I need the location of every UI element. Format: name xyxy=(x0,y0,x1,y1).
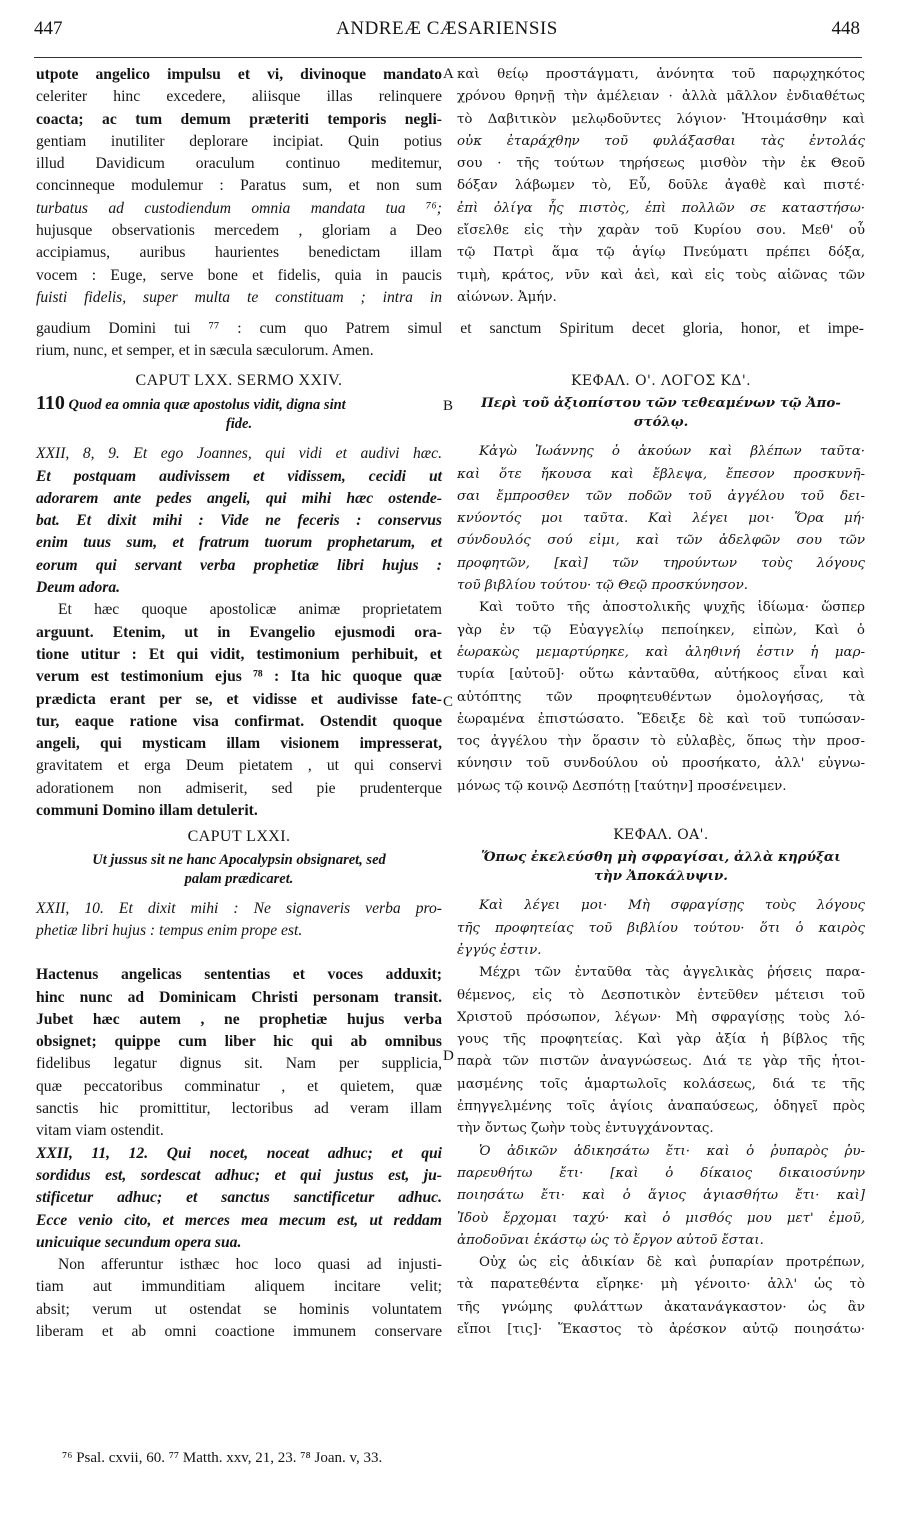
greek-line: Καὶ τοῦτο τῆς ἀποστολικῆς ψυχῆς ἰδίωμα· ὥσπερ xyxy=(479,600,865,616)
greek-line: καὶ ὅτε ἤκουσα καὶ ἔβλεψα, ἔπεσον προσκυνῆ- xyxy=(457,466,865,482)
greek-line: προφητῶν, [καὶ] τῶν τηρούντων τοὺς λόγους xyxy=(457,555,865,571)
margin-marker-d: D xyxy=(443,1048,454,1064)
latin-line: concinneque modulemur : Paratus sum, et non sum xyxy=(36,177,442,195)
greek-line: παρὰ τῶν πιστῶν ἀναγνώσεως. Διά τε γὰρ τῆς ἡτοι- xyxy=(457,1054,865,1070)
greek-line: τῆς προφητείας τοῦ βιβλίου τούτου· ὅτι ὁ καιρὸς xyxy=(457,920,865,936)
greek-line: τυρία [αὐτοῦ]· οὕτω κἀνταῦθα, αὐτήκοος εἶναι καὶ xyxy=(457,667,865,683)
chapter-71-greek-title: ΚΕΦΑΛ. ΟΑ'. xyxy=(613,827,709,844)
latin-line: obsignet; quippe cum liber hic qui ab omnibus xyxy=(36,1033,442,1051)
subtitle-line: fide. xyxy=(225,416,253,433)
latin-line: Jubet hæc autem , ne prophetiæ hujus verba xyxy=(36,1010,442,1028)
latin-line: communi Domino illam detulerit. xyxy=(36,802,258,820)
latin-line: arguunt. Etenim, ut in Evangelio ejusmodi ora- xyxy=(36,623,442,641)
latin-line: accipiamus, auribus haurientes benedictam illam xyxy=(36,244,442,262)
latin-line: verum est testimonium ejus ⁷⁸ : Ita hic quoque quæ xyxy=(36,668,442,686)
greek-line: τὴν ὄντως ζωὴν τοὺς ἐντυγχάνοντας. xyxy=(457,1121,714,1137)
greek-line: τος ἀγγέλου τὴν ὅρασιν τὸ εὐλαβὲς, ὅπως τὴν προσ- xyxy=(457,734,865,750)
margin-marker-a: A xyxy=(443,66,454,82)
greek-line: τὰ παρατεθέντα εἴρηκε· μὴ γένοιτο· ἀλλ' ὡς τὸ xyxy=(457,1277,865,1293)
chapter-71-latin-subtitle: Ut jussus sit ne hanc Apocalypsin obsignaret, sed xyxy=(92,851,386,868)
greek-line: μόνως τῷ κοινῷ Δεσπότῃ [ταύτην] προσένειμεν. xyxy=(457,778,787,794)
page-number-right: 448 xyxy=(831,18,860,39)
greek-line: αἰώνων. Ἀμήν. xyxy=(457,289,557,305)
chapter-70-latin-title: CAPUT LXX. SERMO XXIV. xyxy=(135,372,343,389)
greek-line: γους τῆς προφητείας. Καὶ γὰρ ἀξία ἡ βίβλος τῆς xyxy=(457,1032,865,1048)
latin-line: eorum qui servant verba prophetiæ libri hujus : xyxy=(36,556,442,574)
greek-line: εἴσελθε εἰς τὴν χαρὰν τοῦ Κυρίου σου. Μεθ' οὗ xyxy=(457,223,865,239)
latin-line: hujusque observationis mercedem , gloriam a Deo xyxy=(36,222,442,240)
greek-column-lower xyxy=(457,366,865,1341)
greek-column-top xyxy=(457,64,865,309)
greek-line: τῆς γνώμης φυλάττων ἀκατανάγκαστον· ὡς ἂν xyxy=(457,1299,865,1315)
latin-line: Non afferuntur isthæc hoc loco quasi ad injusti- xyxy=(58,1256,442,1274)
latin-line: enim tuus sum, et fratrum tuorum prophetarum, et xyxy=(36,534,442,552)
greek-line: σύνδουλός σού εἰμι, καὶ τῶν ἀδελφῶν σου τῶν xyxy=(457,533,865,549)
greek-line: Ὁ ἀδικῶν ἀδικησάτω ἔτι· καὶ ὁ ῥυπαρὸς ῥυ- xyxy=(479,1143,865,1159)
chapter-70-greek-subtitle: Περὶ τοῦ ἀξιοπίστου τῶν τεθεαμένων τῷ Ἀπο- xyxy=(481,395,841,412)
greek-line: Μέχρι τῶν ἐνταῦθα τὰς ἀγγελικὰς ῥήσεις παρα- xyxy=(479,965,865,981)
latin-line: bat. Et dixit mihi : Vide ne feceris : conservus xyxy=(36,512,442,530)
latin-line: Deum adora. xyxy=(36,579,121,597)
latin-line: tiam aut immunditiam aliquem incitare velit; xyxy=(36,1278,442,1296)
full-width-line: gaudium Domini tui ⁷⁷ : cum quo Patrem simul et sanctum Spiritum decet gloria, honor, et impe- xyxy=(36,320,864,337)
greek-line: ἐπηγγελμένης τοῖς ἁγίοις ἀναπαύσεως, ὁδηγεῖ πρὸς xyxy=(457,1099,865,1115)
latin-line: tur, eaque ratione visa confirmat. Ostendit quoque xyxy=(36,712,442,730)
latin-line: tione utitur : Et qui vidit, testimonium perhibuit, et xyxy=(36,645,442,663)
latin-line: sordidus est, sordescat adhuc; et qui justus est, ju- xyxy=(36,1166,442,1184)
subtitle-line: τὴν Ἀποκάλυψιν. xyxy=(594,868,728,885)
greek-line: Οὐχ ὡς εἰς ἀδικίαν δὲ καὶ ῥυπαρίαν προτρέπων, xyxy=(479,1255,865,1271)
greek-line: κύνησιν τοῦ συνδούλου οὐ προσήκατο, ἀλλ' εὐγνω- xyxy=(457,756,865,772)
latin-column-top xyxy=(36,64,442,309)
latin-line: turbatus ad custodiendum omnia mandata tua ⁷⁶; xyxy=(36,199,442,217)
greek-line: αὐτόπτης τῶν προφητευθέντων ὁμολογήσας, τὰ xyxy=(457,689,865,705)
greek-line: εἴποι [τις]· Ἕκαστος τὸ ἀρέσκον αὐτῷ ποιησάτω· xyxy=(457,1321,865,1337)
subtitle-line: στόλῳ. xyxy=(633,414,689,431)
greek-line: Ἰδοὺ ἔρχομαι ταχύ· καὶ ὁ μισθός μου μετ' ἐμοῦ, xyxy=(457,1210,865,1226)
latin-line: Ecce venio cito, et merces mea mecum est, ut reddam xyxy=(36,1211,442,1229)
greek-line: γὰρ ἐν τῷ Εὐαγγελίῳ πεποίηκεν, εἰπὼν, Καὶ ὁ xyxy=(457,622,865,638)
latin-line: Hactenus angelicas sententias et voces adduxit; xyxy=(36,966,442,984)
greek-line: Κἀγὼ Ἰωάννης ὁ ἀκούων καὶ βλέπων ταῦτα· xyxy=(479,444,865,460)
running-title: ANDREÆ CÆSARIENSIS xyxy=(336,18,558,39)
running-header xyxy=(34,18,860,52)
latin-line: gravitatem et erga Deum pietatem , ut qui conservi xyxy=(36,757,442,775)
latin-line: sanctis hic promittitur, lectoribus ad veram illam xyxy=(36,1100,442,1118)
greek-line: Καὶ λέγει μοι· Μὴ σφραγίσῃς τοὺς λόγους xyxy=(479,898,865,914)
latin-line: unicuique secundum opera sua. xyxy=(36,1233,242,1251)
chapter-71-latin-title: CAPUT LXXI. xyxy=(187,828,291,846)
latin-line: stificetur adhuc; et sanctus sanctificetur adhuc. xyxy=(36,1189,442,1207)
greek-line: σου · τῆς τούτων τηρήσεως μισθὸν τὴν ἐκ Θεοῦ xyxy=(457,156,865,172)
latin-line: phetiæ libri hujus : tempus enim prope est. xyxy=(36,921,303,939)
chapter-71-greek-subtitle: Ὅπως ἐκελεύσθη μὴ σφραγίσαι, ἀλλὰ κηρύξαι xyxy=(481,849,841,866)
page-number-left: 447 xyxy=(34,18,63,39)
latin-line: coacta; ac tum demum præteriti temporis negli- xyxy=(36,110,442,128)
latin-line: gentiam inutiliter deplorare incipiat. Quin potius xyxy=(36,132,442,150)
greek-line: ἀποδοῦναι ἑκάστῳ ὡς τὸ ἔργον αὐτοῦ ἔσται. xyxy=(457,1232,764,1248)
section-number: 110 xyxy=(36,392,65,415)
greek-line: χρόνου θρηνῇ τὴν ἀμέλειαν · ἀλλὰ μᾶλλον ἐνδιαθέτως xyxy=(457,89,865,105)
greek-line: τῷ Πατρὶ ἅμα τῷ ἁγίῳ Πνεύματι πρέπει δόξα, xyxy=(457,245,865,261)
greek-line: ἑωρακὼς μεμαρτύρηκε, καὶ ἀληθινή ἐστιν ἡ μαρ- xyxy=(457,644,865,660)
latin-line: adorarem ante pedes angeli, qui mihi hæc ostende- xyxy=(36,489,442,507)
latin-line: fidelibus legatur dignus sit. Nam per supplicia, xyxy=(36,1055,442,1073)
latin-line: angeli, qui mysticam illam visionem impresserat, xyxy=(36,735,442,753)
latin-column-lower xyxy=(36,366,442,1343)
margin-marker-c: C xyxy=(443,694,454,710)
subtitle-line: palam prædicaret. xyxy=(184,870,294,887)
full-width-text xyxy=(36,318,864,363)
full-width-line: rium, nunc, et semper, et in sæcula sæculorum. Amen. xyxy=(36,342,374,360)
margin-marker-b: B xyxy=(443,398,454,414)
greek-line: δόξαν λάβωμεν τὸ, Εὖ, δοῦλε ἀγαθὲ καὶ πιστέ· xyxy=(457,178,865,194)
latin-line: vocem : Euge, serve bone et fidelis, quia in paucis xyxy=(36,266,442,284)
latin-line: illud Davidicum oraculum continuo meditemur, xyxy=(36,155,442,173)
latin-line: absit; verum ut ostendat se hominis voluntatem xyxy=(36,1300,442,1318)
latin-line: celeriter hinc excedere, aliisque illas relinquere xyxy=(36,88,442,106)
latin-line: Et postquam audivissem et vidissem, cecidi ut xyxy=(36,467,442,485)
subtitle-line: Quod ea omnia quæ apostolus vidit, digna sint xyxy=(68,397,346,414)
latin-line: prædicta erant per se, et vidisse et audivisse fate- xyxy=(36,690,442,708)
footnotes: ⁷⁶ Psal. cxvii, 60. ⁷⁷ Matth. xxv, 21, 23. ⁷⁸ Joan. v, 33. xyxy=(62,1450,383,1466)
greek-line: μασμένης τοῖς ἁμαρτωλοῖς κολάσεως, διά τε τῆς xyxy=(457,1076,865,1092)
latin-line: liberam et ab omni coactione immunem conservare xyxy=(36,1322,442,1340)
chapter-70-greek-title: ΚΕΦΑΛ. Ο'. ΛΟΓΟΣ ΚΔ'. xyxy=(571,373,751,389)
greek-line: Χριστοῦ πρόσωπον, λέγων· Μὴ σφραγίσῃς τοὺς λό- xyxy=(457,1009,865,1025)
latin-line: XXII, 10. Et dixit mihi : Ne signaveris verba pro- xyxy=(36,899,442,917)
chapter-70-latin-subtitle xyxy=(36,394,442,414)
greek-line: καὶ θείῳ προστάγματι, ἀνόνητα τοῦ παρῳχηκότος xyxy=(457,67,865,82)
latin-line: XXII, 11, 12. Qui nocet, noceat adhuc; et qui xyxy=(36,1144,442,1162)
latin-line: utpote angelico impulsu et vi, divinoque mandato xyxy=(36,66,442,83)
greek-line: θέμενος, εἰς τὸ Δεσποτικὸν ἐντεῦθεν μέτεισι τοῦ xyxy=(457,987,865,1003)
greek-line: ἐπὶ ὀλίγα ἧς πιστὸς, ἐπὶ πολλῶν σε καταστήσω· xyxy=(457,200,865,216)
greek-line: οὐκ ἐταράχθην τοῦ φυλάξασθαι τὰς ἐντολάς xyxy=(457,133,865,149)
greek-line: παρευθήτω ἔτι· [καὶ ὁ δίκαιος δικαιοσύνην xyxy=(457,1165,865,1181)
greek-line: τοῦ βιβλίου τούτου· τῷ Θεῷ προσκύνησον. xyxy=(457,578,749,594)
latin-line: adorationem non admiserit, sed pie prudenterque xyxy=(36,779,442,797)
latin-line: Et hæc quoque apostolicæ animæ proprietatem xyxy=(58,601,442,619)
latin-line: XXII, 8, 9. Et ego Joannes, qui vidi et audivi hæc. xyxy=(36,445,442,463)
latin-line: hinc nunc ad Dominicam Christi personam transit. xyxy=(36,988,442,1006)
latin-line: vitam viam ostendit. xyxy=(36,1122,164,1140)
greek-line: ἑωραμένα ἐπιστώσατο. Ἔδειξε δὲ καὶ τοῦ τυπώσαν- xyxy=(457,711,865,727)
latin-line: quæ peccatoribus comminatur , et quietem, quæ xyxy=(36,1077,442,1095)
greek-line: τιμὴ, κράτος, νῦν καὶ ἀεὶ, καὶ εἰς τοὺς αἰῶνας τῶν xyxy=(457,267,865,283)
header-rule xyxy=(34,57,862,58)
greek-line: ποιησάτω ἔτι· καὶ ὁ ἅγιος ἁγιασθήτω ἔτι· καὶ] xyxy=(457,1188,865,1204)
latin-line: fuisti fidelis, super multa te constituam ; intra in xyxy=(36,288,442,306)
greek-line: ἐγγύς ἐστιν. xyxy=(457,942,542,958)
greek-line: σαι ἔμπροσθεν τῶν ποδῶν τοῦ ἀγγέλου τοῦ δει- xyxy=(457,488,865,504)
greek-line: κνύοντός μοι ταῦτα. Καὶ λέγει μοι· Ὅρα μή· xyxy=(457,511,865,527)
greek-line: τὸ Δαβιτικὸν μελῳδοῦντες λόγιον· Ἡτοιμάσθην καὶ xyxy=(457,111,865,127)
